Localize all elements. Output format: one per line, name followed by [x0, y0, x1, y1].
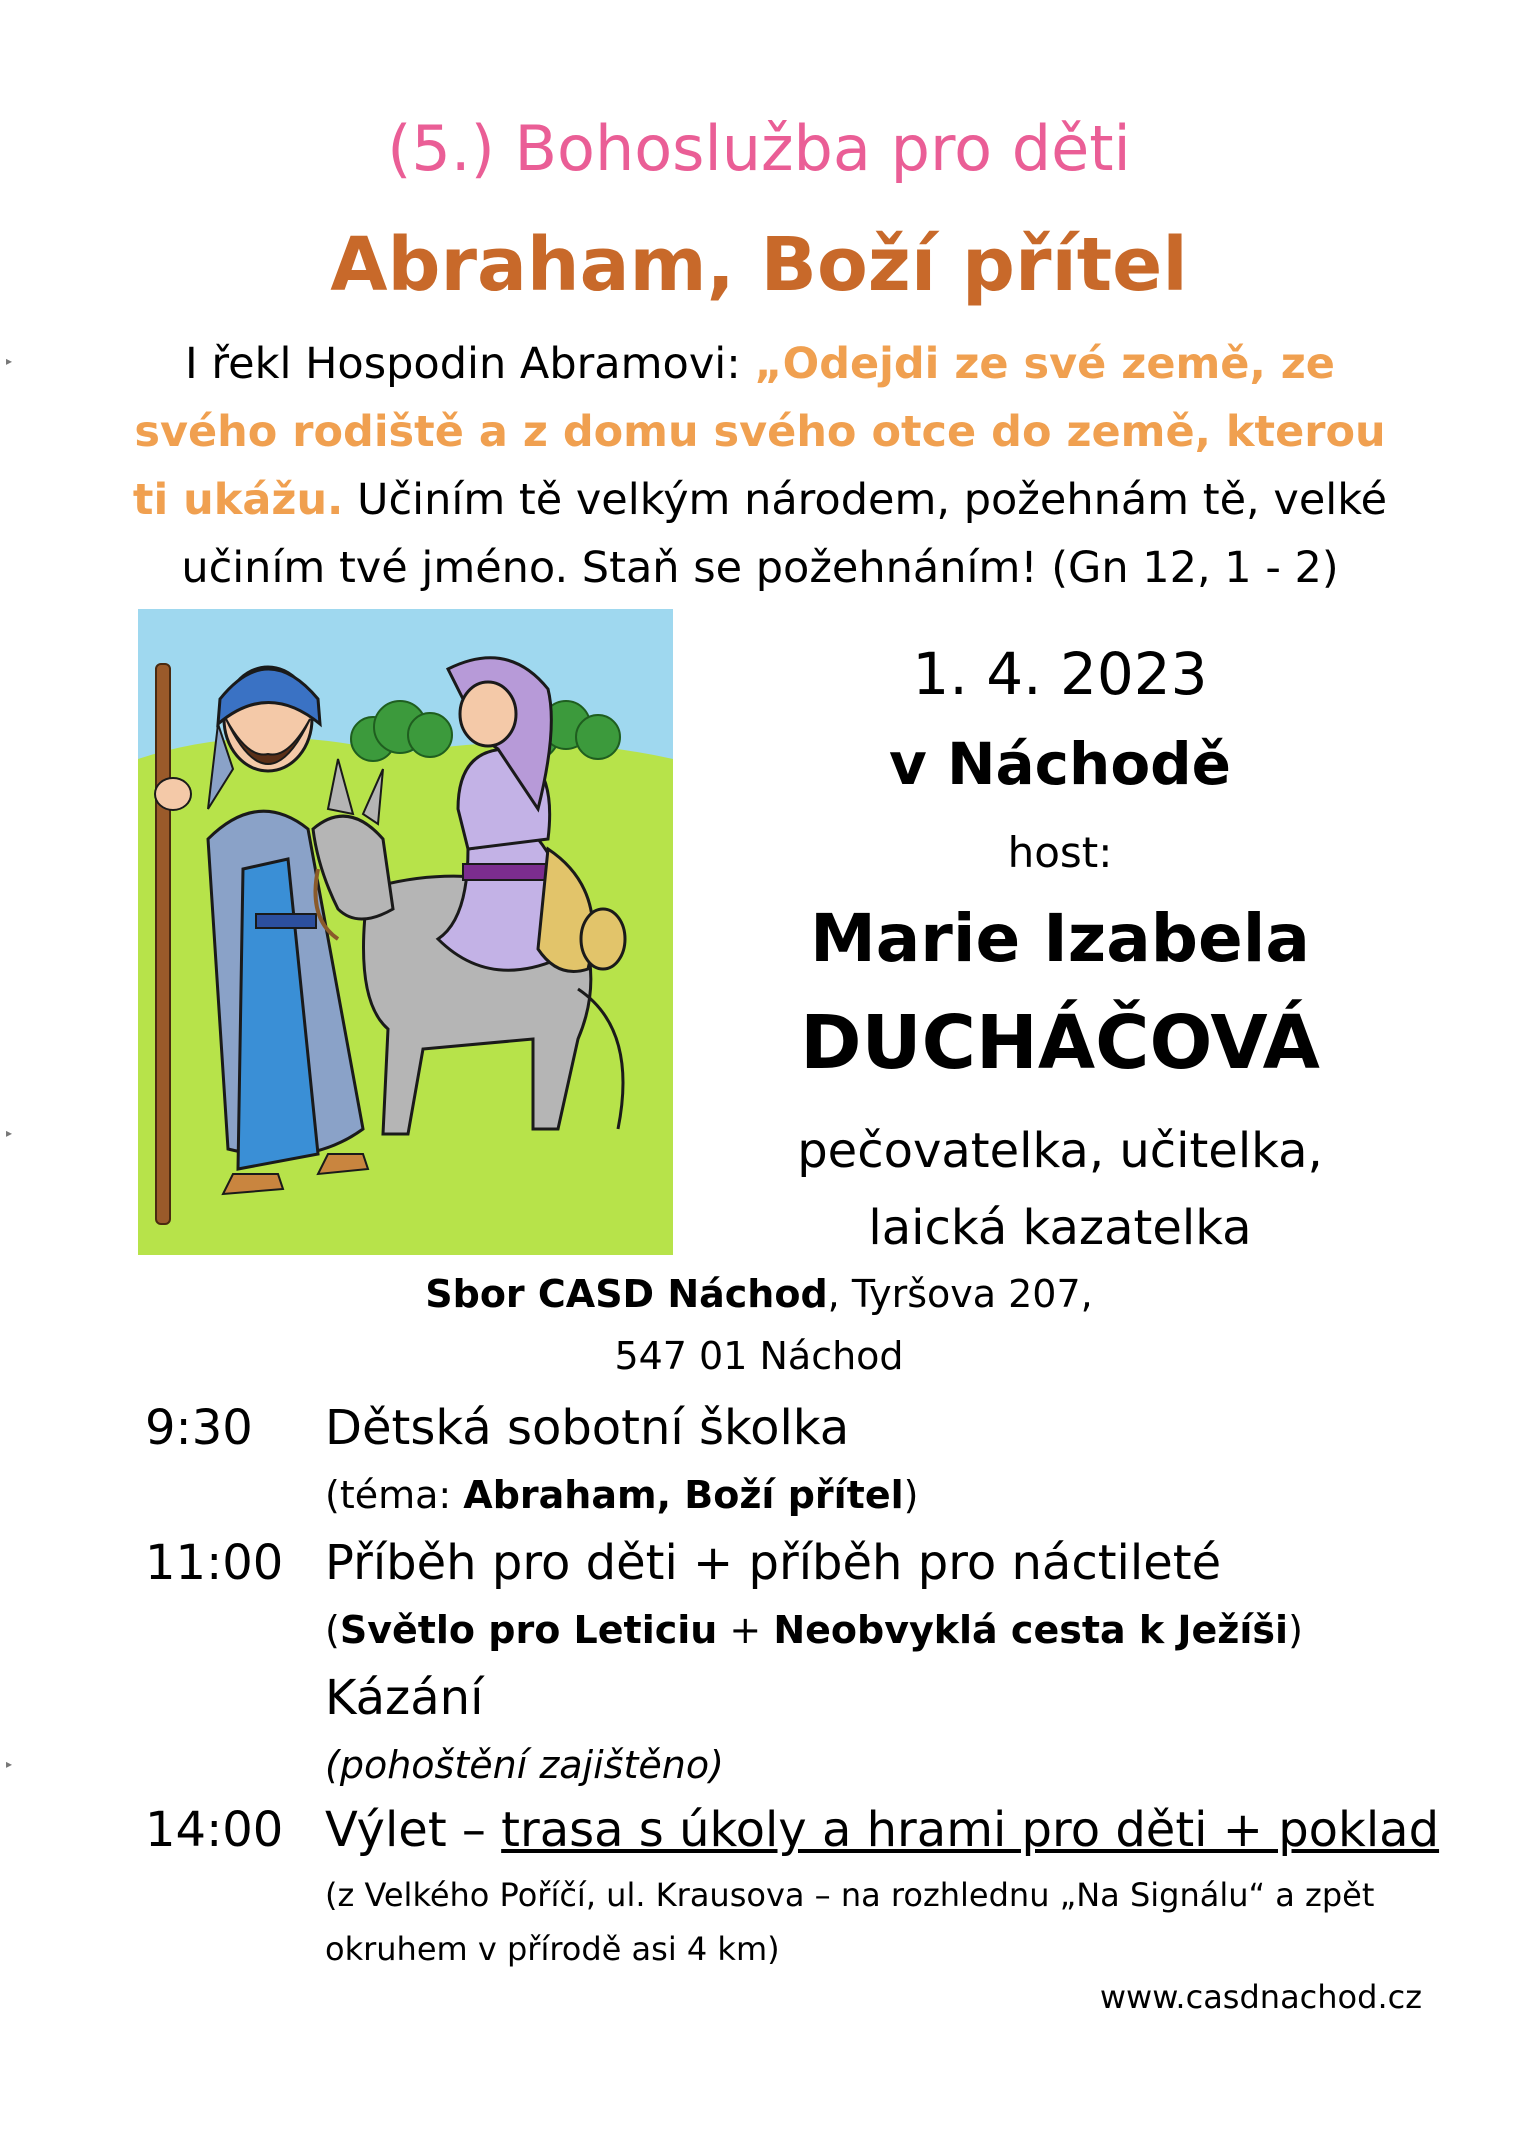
- website-url: www.casdnachod.cz: [1099, 1978, 1422, 2016]
- margin-arrow-icon: ▸: [6, 1757, 13, 1771]
- guest-first-name: Marie Izabela: [810, 900, 1310, 977]
- schedule-time-1: 9:30: [145, 1400, 253, 1456]
- address-line-1: [0, 1272, 1518, 1316]
- story-title-2: Neobvyklá cesta k Ježíši: [773, 1608, 1289, 1652]
- schedule-sermon: Kázání: [325, 1670, 484, 1726]
- verse-intro: I řekl Hospodin Abramovi:: [185, 339, 755, 389]
- schedule-title-2: Příběh pro děti + příběh pro náctileté: [325, 1535, 1222, 1591]
- trip-description: trasa s úkoly a hrami pro děti + poklad: [501, 1802, 1440, 1858]
- margin-arrow-icon: ▸: [6, 354, 13, 368]
- guest-label: host:: [1007, 828, 1113, 877]
- schedule-subtitle-1: [325, 1473, 918, 1517]
- schedule-subtitle-2: [325, 1608, 1303, 1652]
- trip-route-line-2: okruhem v přírodě asi 4 km): [325, 1930, 780, 1968]
- guest-last-name: DUCHÁČOVÁ: [800, 1000, 1320, 1086]
- event-place: v Náchodě: [888, 730, 1232, 798]
- subtitle-theme: Abraham, Boží přítel: [463, 1473, 904, 1517]
- bible-verse: [110, 330, 1410, 602]
- guest-role-line-1: pečovatelka, učitelka,: [797, 1123, 1323, 1179]
- schedule-time-3: 14:00: [145, 1802, 284, 1858]
- event-date: 1. 4. 2023: [912, 640, 1208, 708]
- verse-continuation: Učiním tě velkým národem, požehnám tě, velké učiním tvé jméno. Staň se požehnáním! (Gn 12, 1 - 2): [181, 475, 1388, 593]
- abraham-sarah-donkey-illustration: [138, 609, 673, 1255]
- subtitle-prefix: (téma:: [325, 1473, 464, 1517]
- staff-icon: [156, 664, 170, 1224]
- subtitle-plus: +: [717, 1608, 774, 1652]
- schedule-title-1: Dětská sobotní školka: [325, 1400, 850, 1456]
- main-title: Abraham, Boží přítel: [330, 222, 1188, 308]
- address-line-2: 547 01 Náchod: [614, 1334, 904, 1378]
- verse-quote: „Odejdi ze své země, ze svého rodiště a z domu svého otce do země, kterou ti ukážu.: [132, 339, 1386, 525]
- trip-route-line-1: (z Velkého Poříčí, ul. Krausova – na rozhlednu „Na Signálu“ a zpět: [325, 1876, 1375, 1914]
- guest-role-line-2: laická kazatelka: [868, 1200, 1252, 1256]
- trip-label: Výlet –: [325, 1802, 502, 1858]
- church-name: Sbor CASD Náchod: [425, 1272, 828, 1316]
- schedule-time-2: 11:00: [145, 1535, 284, 1591]
- street: , Tyršova 207,: [827, 1272, 1093, 1316]
- subtitle-close: ): [1288, 1608, 1303, 1652]
- schedule-title-3: [325, 1802, 1439, 1858]
- story-title-1: Světlo pro Leticiu: [339, 1608, 718, 1652]
- schedule-refreshment-note: (pohoštění zajištěno): [325, 1743, 724, 1787]
- subtitle-open: (: [325, 1608, 340, 1652]
- subtitle-suffix: ): [903, 1473, 919, 1517]
- margin-arrow-icon: ▸: [6, 1126, 13, 1140]
- series-title: (5.) Bohoslužba pro děti: [387, 112, 1131, 185]
